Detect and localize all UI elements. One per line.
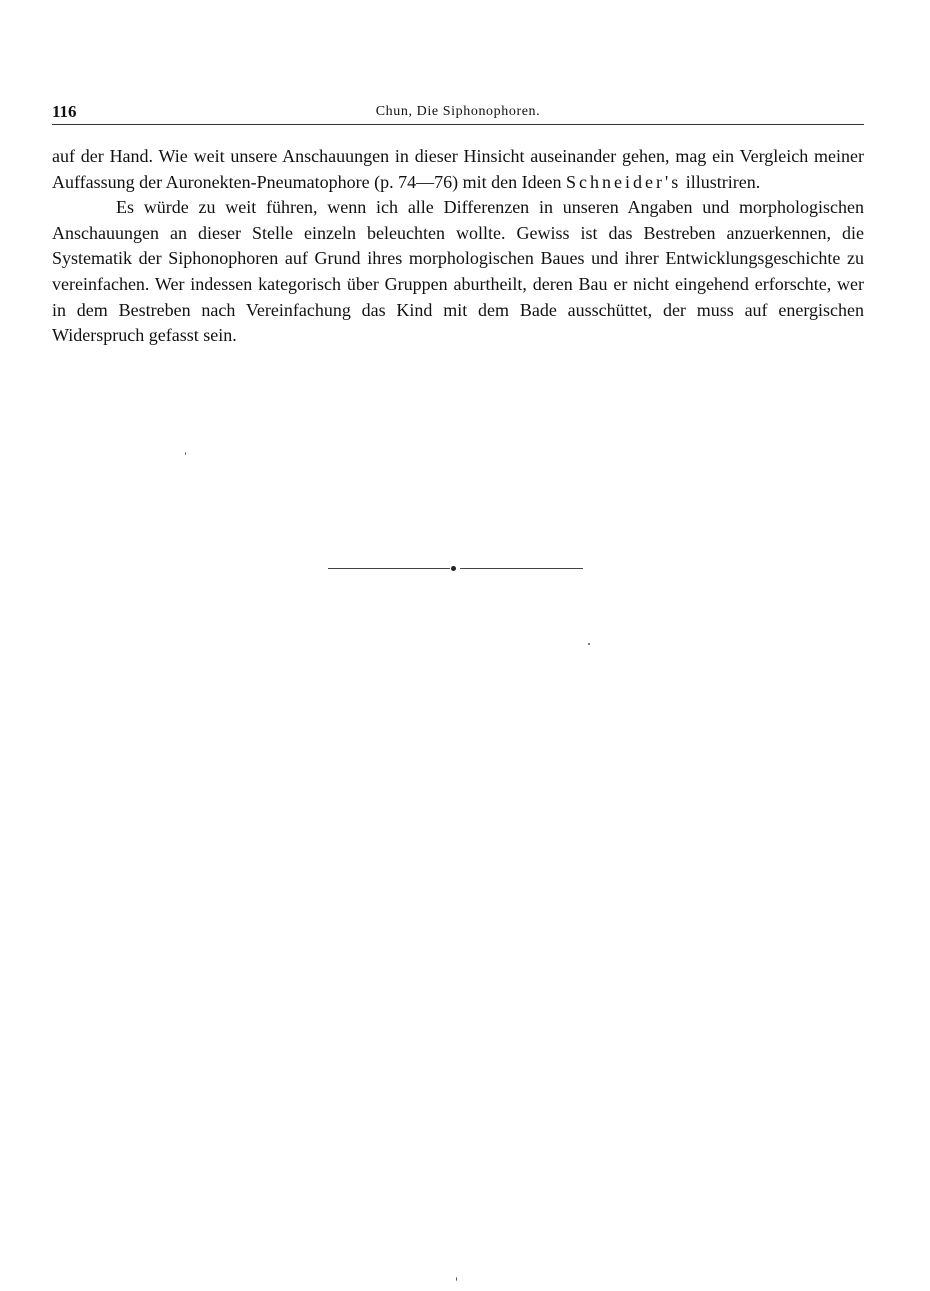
paragraph-2: Es würde zu weit führen, wenn ich alle Differenzen in unseren Angaben und morphologischen Anschauungen an dieser Stelle einzeln beleuchten wollte. Gewiss ist das Bestreben anzuerkennen, die Systematik der Siphonophoren auf Grund ihres morphologischen Baues und ihrer Entwicklungsgeschichte zu vereinfachen. Wer indessen kategorisch über Gruppen aburtheilt, deren Bau er nicht eingehend erforschte, wer in dem Bestreben nach Vereinfachung das Kind mit dem Bade ausschüttet, der muss auf energischen Widerspruch gefasst sein.: [52, 197, 864, 346]
print-speck: [185, 452, 186, 455]
print-speck: [456, 1277, 457, 1281]
author-name-spaced: Schneider's: [566, 171, 682, 192]
paragraph-1-end: illustriren.: [681, 171, 761, 192]
header-rule: [52, 124, 864, 125]
section-divider-right: [460, 568, 583, 569]
body-text: [52, 144, 864, 349]
running-title: Chun, Die Siphonophoren.: [375, 104, 541, 119]
paragraph-1-text: auf der Hand. Wie weit unsere Anschauungen in dieser Hinsicht auseinander gehen, mag ein Vergleich meiner Auffassung der Auronekten-Pneumatophore (p. 74—76) mit den Ideen: [52, 146, 864, 192]
section-divider-left: [328, 568, 450, 569]
page-number: 116: [52, 102, 77, 121]
paragraph-1: [52, 144, 864, 195]
section-divider-dot: [451, 566, 456, 571]
print-speck: [588, 643, 590, 645]
page-header: [52, 102, 864, 124]
